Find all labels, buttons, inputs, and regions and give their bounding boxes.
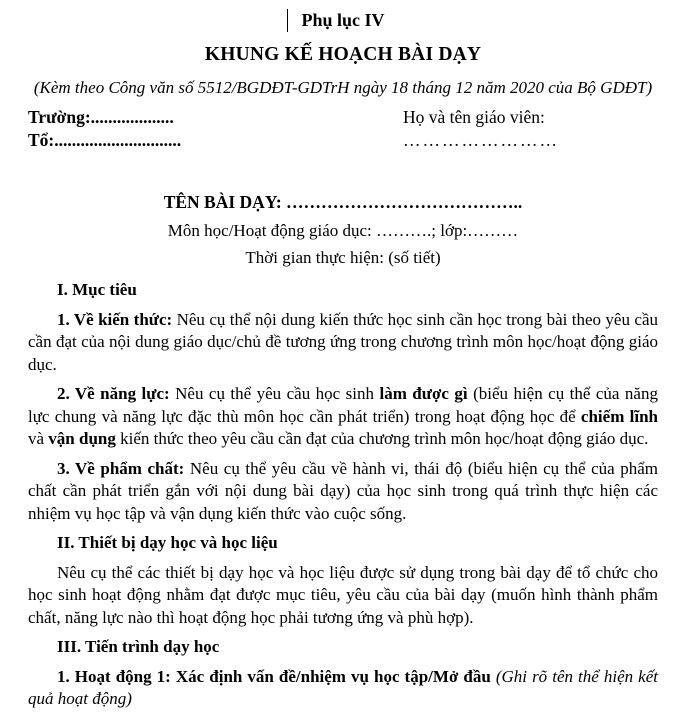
competence-bold-3: vận dụng	[48, 429, 116, 448]
subject-class-line: Môn học/Hoạt động giáo dục: ……….; lớp:………	[167, 221, 519, 240]
school-teacher-block	[28, 106, 658, 152]
knowledge-paragraph	[28, 309, 658, 377]
quality-text: Nêu cụ thể yêu cầu về hành vi, thái độ (biểu hiện cụ thể của phẩm chất cần phát triển gắn với nội dung bài dạy) của học sinh trong quá trình thực hiện các nhiệm vụ học tập và vận dụng kiến thức vào cuộc sống.	[28, 458, 658, 523]
quality-paragraph	[28, 458, 658, 526]
equipment-paragraph: Nêu cụ thể các thiết bị dạy học và học liệu được sử dụng trong bài dạy để tổ chức cho học sinh hoạt động nhằm đạt được mục tiêu, yêu cầu của bài dạy (muốn hình thành phẩm chất, năng lực nào thì hoạt động học phải tương ứng và phù hợp).	[28, 562, 658, 627]
lesson-title-line: TÊN BÀI DẠY: …………………………………..	[163, 192, 523, 212]
teacher-name-dots: ……………………	[403, 130, 559, 150]
activity-1-note: (Ghi rõ tên thể hiện kết quả hoạt động)	[28, 666, 658, 708]
teacher-column	[403, 106, 658, 152]
competence-bold-1: làm được gì	[379, 384, 468, 403]
school-field: Trường:...................	[28, 107, 174, 127]
competence-bold-2: chiếm lĩnh	[580, 406, 658, 426]
activity-1-lead: 1. Hoạt động 1: Xác định vấn đề/nhiệm vụ học tập/Mở đầu	[57, 666, 491, 686]
section-3-heading: III. Tiến trình dạy học	[57, 637, 220, 656]
school-group-column	[28, 106, 181, 152]
competence-lead: 2. Về năng lực:	[57, 384, 170, 403]
competence-text-4: kiến thức theo yêu cầu cần đạt của chương trình môn học/hoạt động giáo dục.	[115, 429, 649, 448]
document-subtitle: (Kèm theo Công văn số 5512/BGDĐT-GDTrH ngày 18 tháng 12 năm 2020 của Bộ GDĐT)	[33, 78, 653, 97]
knowledge-lead: 1. Về kiến thức:	[57, 309, 173, 329]
section-1-heading: I. Mục tiêu	[57, 280, 137, 299]
competence-text-2: (biểu hiện cụ thể của năng lực chung và năng lực đặc thù môn học cần phát triển) trong hoạt động học để	[28, 384, 658, 426]
group-field: Tổ:.............................	[28, 130, 182, 150]
section-2-heading: II. Thiết bị dạy học và học liệu	[57, 533, 278, 552]
activity-1-paragraph	[28, 666, 658, 711]
document-title: KHUNG KẾ HOẠCH BÀI DẠY	[204, 44, 482, 65]
text-cursor	[287, 9, 288, 32]
competence-text-3: và	[28, 429, 49, 448]
teacher-name-label: Họ và tên giáo viên:	[403, 107, 545, 127]
quality-lead: 3. Về phẩm chất:	[57, 458, 185, 478]
competence-text-1: Nêu cụ thể yêu cầu học sinh	[169, 384, 380, 403]
knowledge-text: Nêu cụ thể nội dung kiến thức học sinh cần học trong bài theo yêu cầu cần đạt của nội dung giáo dục/chủ đề tương ứng trong chương trình môn học/hoạt động giáo dục.	[28, 309, 658, 374]
competence-paragraph	[28, 383, 658, 451]
appendix-label: Phụ lục IV	[301, 10, 385, 30]
duration-line: Thời gian thực hiện: (số tiết)	[245, 248, 441, 267]
